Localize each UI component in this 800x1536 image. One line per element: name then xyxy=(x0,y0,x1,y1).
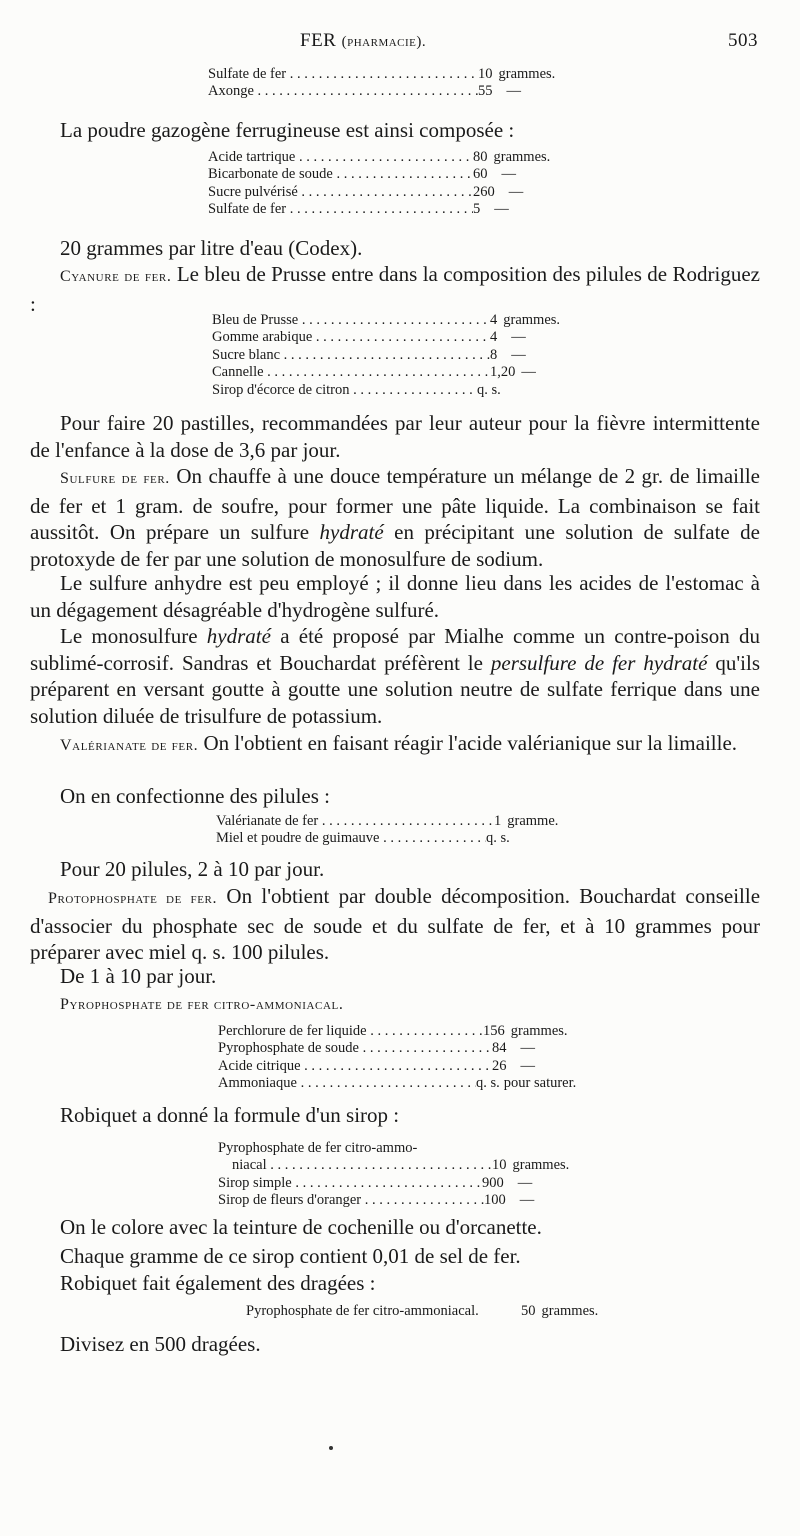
header-title: FER xyxy=(300,30,337,51)
table-row: Sulfate de fer . . . 10 grammes. xyxy=(208,66,555,83)
recipe-table-pills xyxy=(212,312,560,399)
recipe-table-syrup xyxy=(218,1140,569,1210)
recipe-table-powder xyxy=(208,149,550,219)
table-row: Axonge . . . 55 — xyxy=(208,83,555,100)
table-row: Sulfate de fer . . . 5 — xyxy=(208,201,550,218)
recipe-table-valerianate xyxy=(216,813,558,848)
paragraph: Robiquet fait également des dragées : xyxy=(60,1271,376,1295)
table-row: Pyrophosphate de fer citro-ammo- xyxy=(218,1140,418,1156)
table-row: Pyrophosphate de fer citro-ammoniacal. 50 grammes. xyxy=(246,1303,599,1319)
paragraph-cyanure: Cyanure de fer. Le bleu de Prusse entre dans la composition des pilules de Rodriguez : xyxy=(30,262,760,316)
section-heading-pyrophosphate: Pyrophosphate de fer citro-ammoniacal. xyxy=(60,996,344,1013)
section-heading: Sulfure de fer. xyxy=(60,470,170,487)
running-header xyxy=(300,30,426,52)
paragraph: De 1 à 10 par jour. xyxy=(60,964,217,988)
table-row: Acide tartrique . . . 80 grammes. xyxy=(208,149,550,166)
table-row: Sucre blanc . . . 8 — xyxy=(212,347,560,364)
table-row: Perchlorure de fer liquide . . . 156 grammes. xyxy=(218,1023,576,1040)
paragraph: Robiquet a donné la formule d'un sirop : xyxy=(60,1103,400,1127)
section-heading: Cyanure de fer. xyxy=(60,268,172,285)
table-row: Bicarbonate de soude . . . 60 — xyxy=(208,166,550,183)
paragraph: Pour 20 pilules, 2 à 10 par jour. xyxy=(60,857,325,881)
table-row: Miel et poudre de guimauve . . . q. s. xyxy=(216,830,558,847)
table-row: Sirop de fleurs d'oranger . . . 100 — xyxy=(218,1192,569,1209)
paragraph-protophosphate: Protophosphate de fer. On l'obtient par double décomposition. Bouchardat conseille d'associer du phosphate sec de soude et du sulfate de fer, et à 10 grammes pour préparer avec miel q. s. 100 pilules. xyxy=(30,884,761,965)
paragraph: On le colore avec la teinture de cochenille ou d'orcanette. xyxy=(60,1215,542,1239)
paragraph-sulfure: Sulfure de fer. On chauffe à une douce température un mélange de 2 gr. de limaille de fer et 1 gram. de soufre, pour former une pâte liquide. La combinaison se fait aussitôt. On prépare un sulfure hydraté en précipitant une solution de sulfate de protoxyde de fer par une solution de monosulfure de sodium. xyxy=(30,464,760,572)
table-row: Sucre pulvérisé . . . 260 — xyxy=(208,184,550,201)
page-number: 503 xyxy=(728,30,758,51)
paragraph: Le sulfure anhydre est peu employé ; il donne lieu dans les acides de l'estomac à un dégagement désagréable d'hydrogène sulfuré. xyxy=(30,571,760,622)
table-row: Sirop simple . . . 900 — xyxy=(218,1175,569,1192)
paragraph-monosulfure: Le monosulfure hydraté a été proposé par Mialhe comme un contre-poison du sublimé-corrosif. Sandras et Bouchardat préfèrent le persulfure de fer hydraté qu'ils préparent en versant goutte à goutte une solution neutre de sulfate ferrique dans une solution diluée de trisulfure de potassium. xyxy=(30,624,761,729)
paragraph: Pour faire 20 pastilles, recommandées par leur auteur pour la fièvre intermittente de l'enfance à la dose de 3,6 par jour. xyxy=(30,411,760,462)
paragraph: Divisez en 500 dragées. xyxy=(60,1332,261,1356)
table-row: Gomme arabique . . . 4 — xyxy=(212,329,560,346)
section-heading: Valérianate de fer. xyxy=(60,737,199,754)
paragraph: La poudre gazogène ferrugineuse est ainsi composée : xyxy=(60,118,515,142)
table-row: Bleu de Prusse . . . 4 grammes. xyxy=(212,312,560,329)
table-row: Cannelle . . . 1,20 — xyxy=(212,364,560,381)
print-speck xyxy=(329,1446,333,1450)
paragraph: 20 grammes par litre d'eau (Codex). xyxy=(60,236,363,260)
section-heading: Protophosphate de fer. xyxy=(48,890,218,907)
paragraph-valerianate: Valérianate de fer. On l'obtient en faisant réagir l'acide valérianique sur la limaille. xyxy=(60,731,738,755)
table-row: Ammoniaque . . . q. s. pour saturer. xyxy=(218,1075,576,1092)
recipe-table-pyrophosphate xyxy=(218,1023,576,1093)
table-row: Valérianate de fer . . . 1 gramme. xyxy=(216,813,558,830)
recipe-table-ointment xyxy=(208,66,555,101)
header-subtitle: (pharmacie). xyxy=(341,34,427,50)
table-row: Pyrophosphate de soude . . . 84 — xyxy=(218,1040,576,1057)
table-row: niacal . . . 10 grammes. xyxy=(218,1157,569,1174)
paragraph: Chaque gramme de ce sirop contient 0,01 de sel de fer. xyxy=(60,1244,521,1268)
table-row: Sirop d'écorce de citron . . . q. s. xyxy=(212,382,560,399)
recipe-table-dragees xyxy=(246,1303,598,1320)
table-row: Acide citrique . . . 26 — xyxy=(218,1058,576,1075)
paragraph: On en confectionne des pilules : xyxy=(60,784,331,808)
